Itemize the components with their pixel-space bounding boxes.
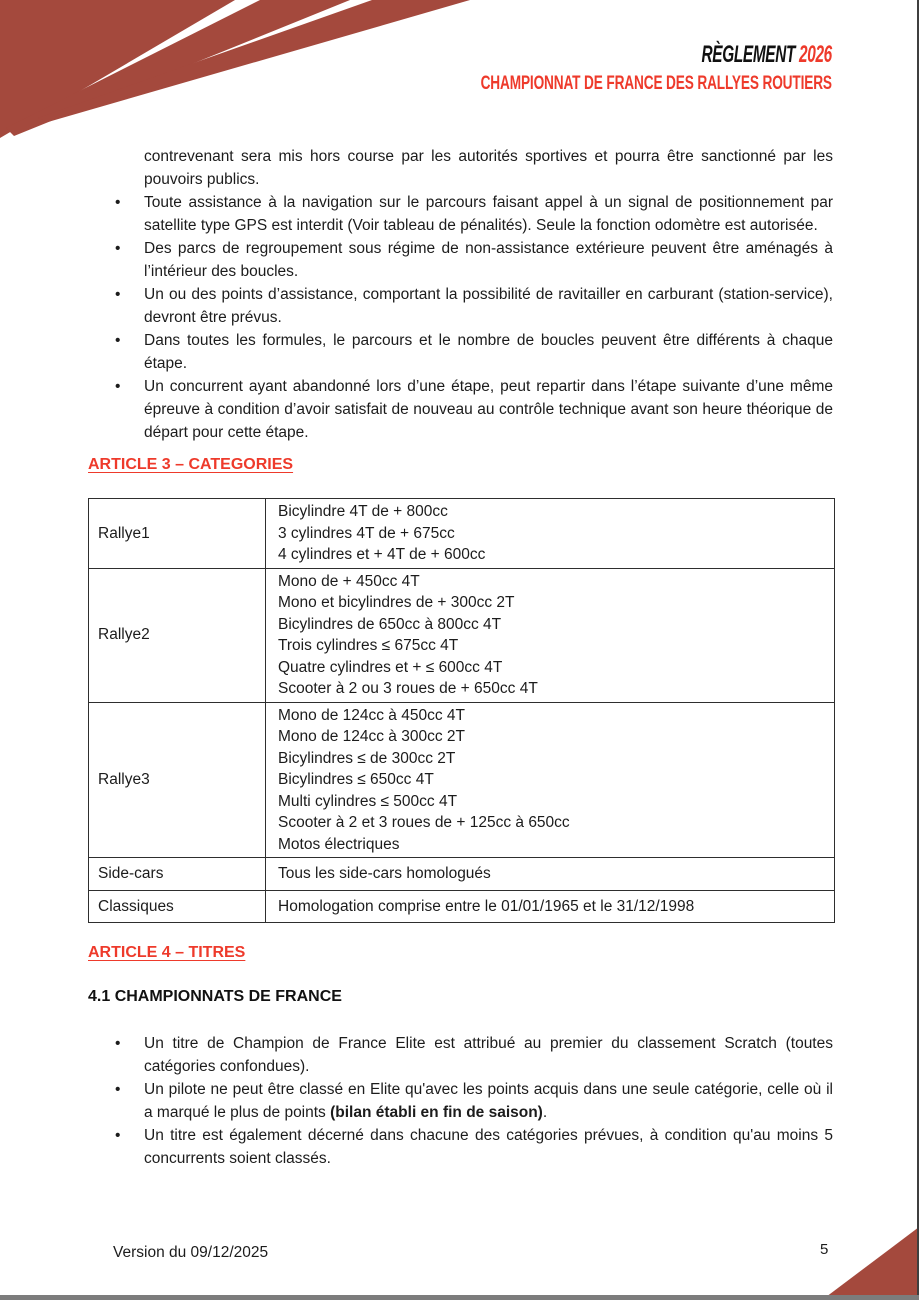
bullet-marker: • [115, 240, 121, 257]
detail-line: Mono de + 450cc 4T [278, 572, 420, 590]
paragraph-continuation: contrevenant sera mis hors course par les autorités sportives et pourra être sanctionné par les pouvoirs publics. [144, 148, 833, 188]
list-item [88, 1032, 833, 1078]
page-header [330, 42, 832, 94]
list-item-text: Un titre de Champion de France Elite est attribué au premier du classement Scratch (toutes catégories confondues). [144, 1035, 833, 1075]
footer-corner-decoration [822, 1227, 919, 1300]
list-item-text: Un concurrent ayant abandonné lors d’une étape, peut repartir dans l’étape suivante d’une même épreuve à condition d’avoir satisfait de nouveau au contrôle technique avant son heure théorique de départ pour cette étape. [144, 378, 833, 441]
article-3-heading: ARTICLE 3 – CATEGORIES [88, 456, 294, 473]
intro-bullet-list [88, 191, 833, 444]
bullet-marker: • [115, 378, 121, 395]
section-4-1-heading: 4.1 CHAMPIONNATS DE FRANCE [88, 988, 342, 1005]
detail-line: Scooter à 2 et 3 roues de + 125cc à 650cc [278, 814, 570, 831]
list-item [88, 329, 833, 375]
table-row [89, 568, 835, 702]
category-cell: Rallye1 [89, 499, 266, 569]
list-item [88, 191, 833, 237]
detail-line: Mono de 124cc à 450cc 4T [278, 706, 465, 724]
document-title [511, 42, 832, 68]
detail-line: Bicylindres ≤ de 300cc 2T [278, 749, 456, 767]
detail-line: Mono et bicylindres de + 300cc 2T [278, 594, 515, 611]
category-cell: Rallye3 [89, 702, 266, 858]
category-cell: Rallye2 [89, 568, 266, 702]
bullet-marker: • [115, 1127, 121, 1144]
list-item [88, 375, 833, 444]
detail-line: 4 cylindres et + 4T de + 600cc [278, 546, 486, 563]
list-item-text: Des parcs de regroupement sous régime de non-assistance extérieure peuvent être aménagés à l’intérieur des boucles. [144, 240, 833, 280]
detail-line: Homologation comprise entre le 01/01/1965 et le 31/12/1998 [278, 897, 695, 915]
page-bottom-edge-bar [0, 1295, 919, 1300]
list-item-text: Dans toutes les formules, le parcours et le nombre de boucles peuvent être différents à chaque étape. [144, 332, 833, 372]
detail-line: Scooter à 2 ou 3 roues de + 650cc 4T [278, 680, 538, 697]
detail-line: Quatre cylindres et + ≤ 600cc 4T [278, 658, 503, 676]
category-detail-cell [266, 568, 835, 702]
category-detail-cell [266, 858, 835, 891]
titles-bullet-list [88, 1032, 833, 1170]
list-item [88, 283, 833, 329]
document-title-year: 2026 [799, 41, 832, 68]
bullet-marker: • [115, 1035, 121, 1052]
footer-version-text: Version du 09/12/2025 [113, 1244, 269, 1261]
list-item [88, 237, 833, 283]
document-body [88, 145, 833, 1170]
list-item [88, 1078, 833, 1124]
detail-line: Multi cylindres ≤ 500cc 4T [278, 792, 458, 810]
list-item-text: Toute assistance à la navigation sur le parcours faisant appel à un signal de positionnement par satellite type GPS est interdit (Voir tableau de pénalités). Seule la fonction odomètre est autorisée. [144, 194, 833, 234]
table-row [89, 858, 835, 891]
detail-line: Tous les side-cars homologués [278, 865, 491, 882]
table-row [89, 702, 835, 858]
detail-line: Trois cylindres ≤ 675cc 4T [278, 637, 459, 654]
list-item-text: Un pilote ne peut être classé en Elite qu'avec les points acquis dans une seule catégorie, celle où il a marqué le plus de points [144, 1081, 833, 1121]
bullet-marker: • [115, 1081, 121, 1098]
document-subtitle: CHAMPIONNAT DE FRANCE DES RALLYES ROUTIERS [480, 72, 832, 94]
detail-line: Bicylindres de 650cc à 800cc 4T [278, 615, 502, 633]
bullet-marker: • [115, 286, 121, 303]
detail-line: 3 cylindres 4T de + 675cc [278, 524, 455, 542]
list-item-text: . [542, 1104, 548, 1121]
table-row [89, 890, 835, 923]
bullet-marker: • [115, 194, 121, 211]
detail-line: Mono de 124cc à 300cc 2T [278, 728, 465, 745]
detail-line: Bicylindre 4T de + 800cc [278, 503, 448, 520]
category-detail-cell [266, 499, 835, 569]
footer-page-number: 5 [820, 1241, 829, 1258]
list-item-text: Un titre est également décerné dans chacune des catégories prévues, à condition qu'au moins 5 concurrents soient classés. [144, 1127, 833, 1167]
table-row [89, 499, 835, 569]
categories-table [88, 498, 835, 923]
category-cell: Classiques [89, 890, 266, 923]
document-title-word: RÈGLEMENT [701, 41, 796, 68]
detail-line: Motos électriques [278, 835, 400, 853]
bullet-marker: • [115, 332, 121, 349]
category-detail-cell [266, 702, 835, 858]
article-4-heading: ARTICLE 4 – TITRES [88, 944, 246, 961]
list-item [88, 1124, 833, 1170]
detail-line: Bicylindres ≤ 650cc 4T [278, 771, 434, 788]
category-detail-cell [266, 890, 835, 923]
category-cell: Side-cars [89, 858, 266, 891]
list-item-bold-text: (bilan établi en fin de saison) [330, 1104, 543, 1121]
list-item-text: Un ou des points d’assistance, comportant la possibilité de ravitailler en carburant (station-service), devront être prévus. [144, 286, 833, 326]
